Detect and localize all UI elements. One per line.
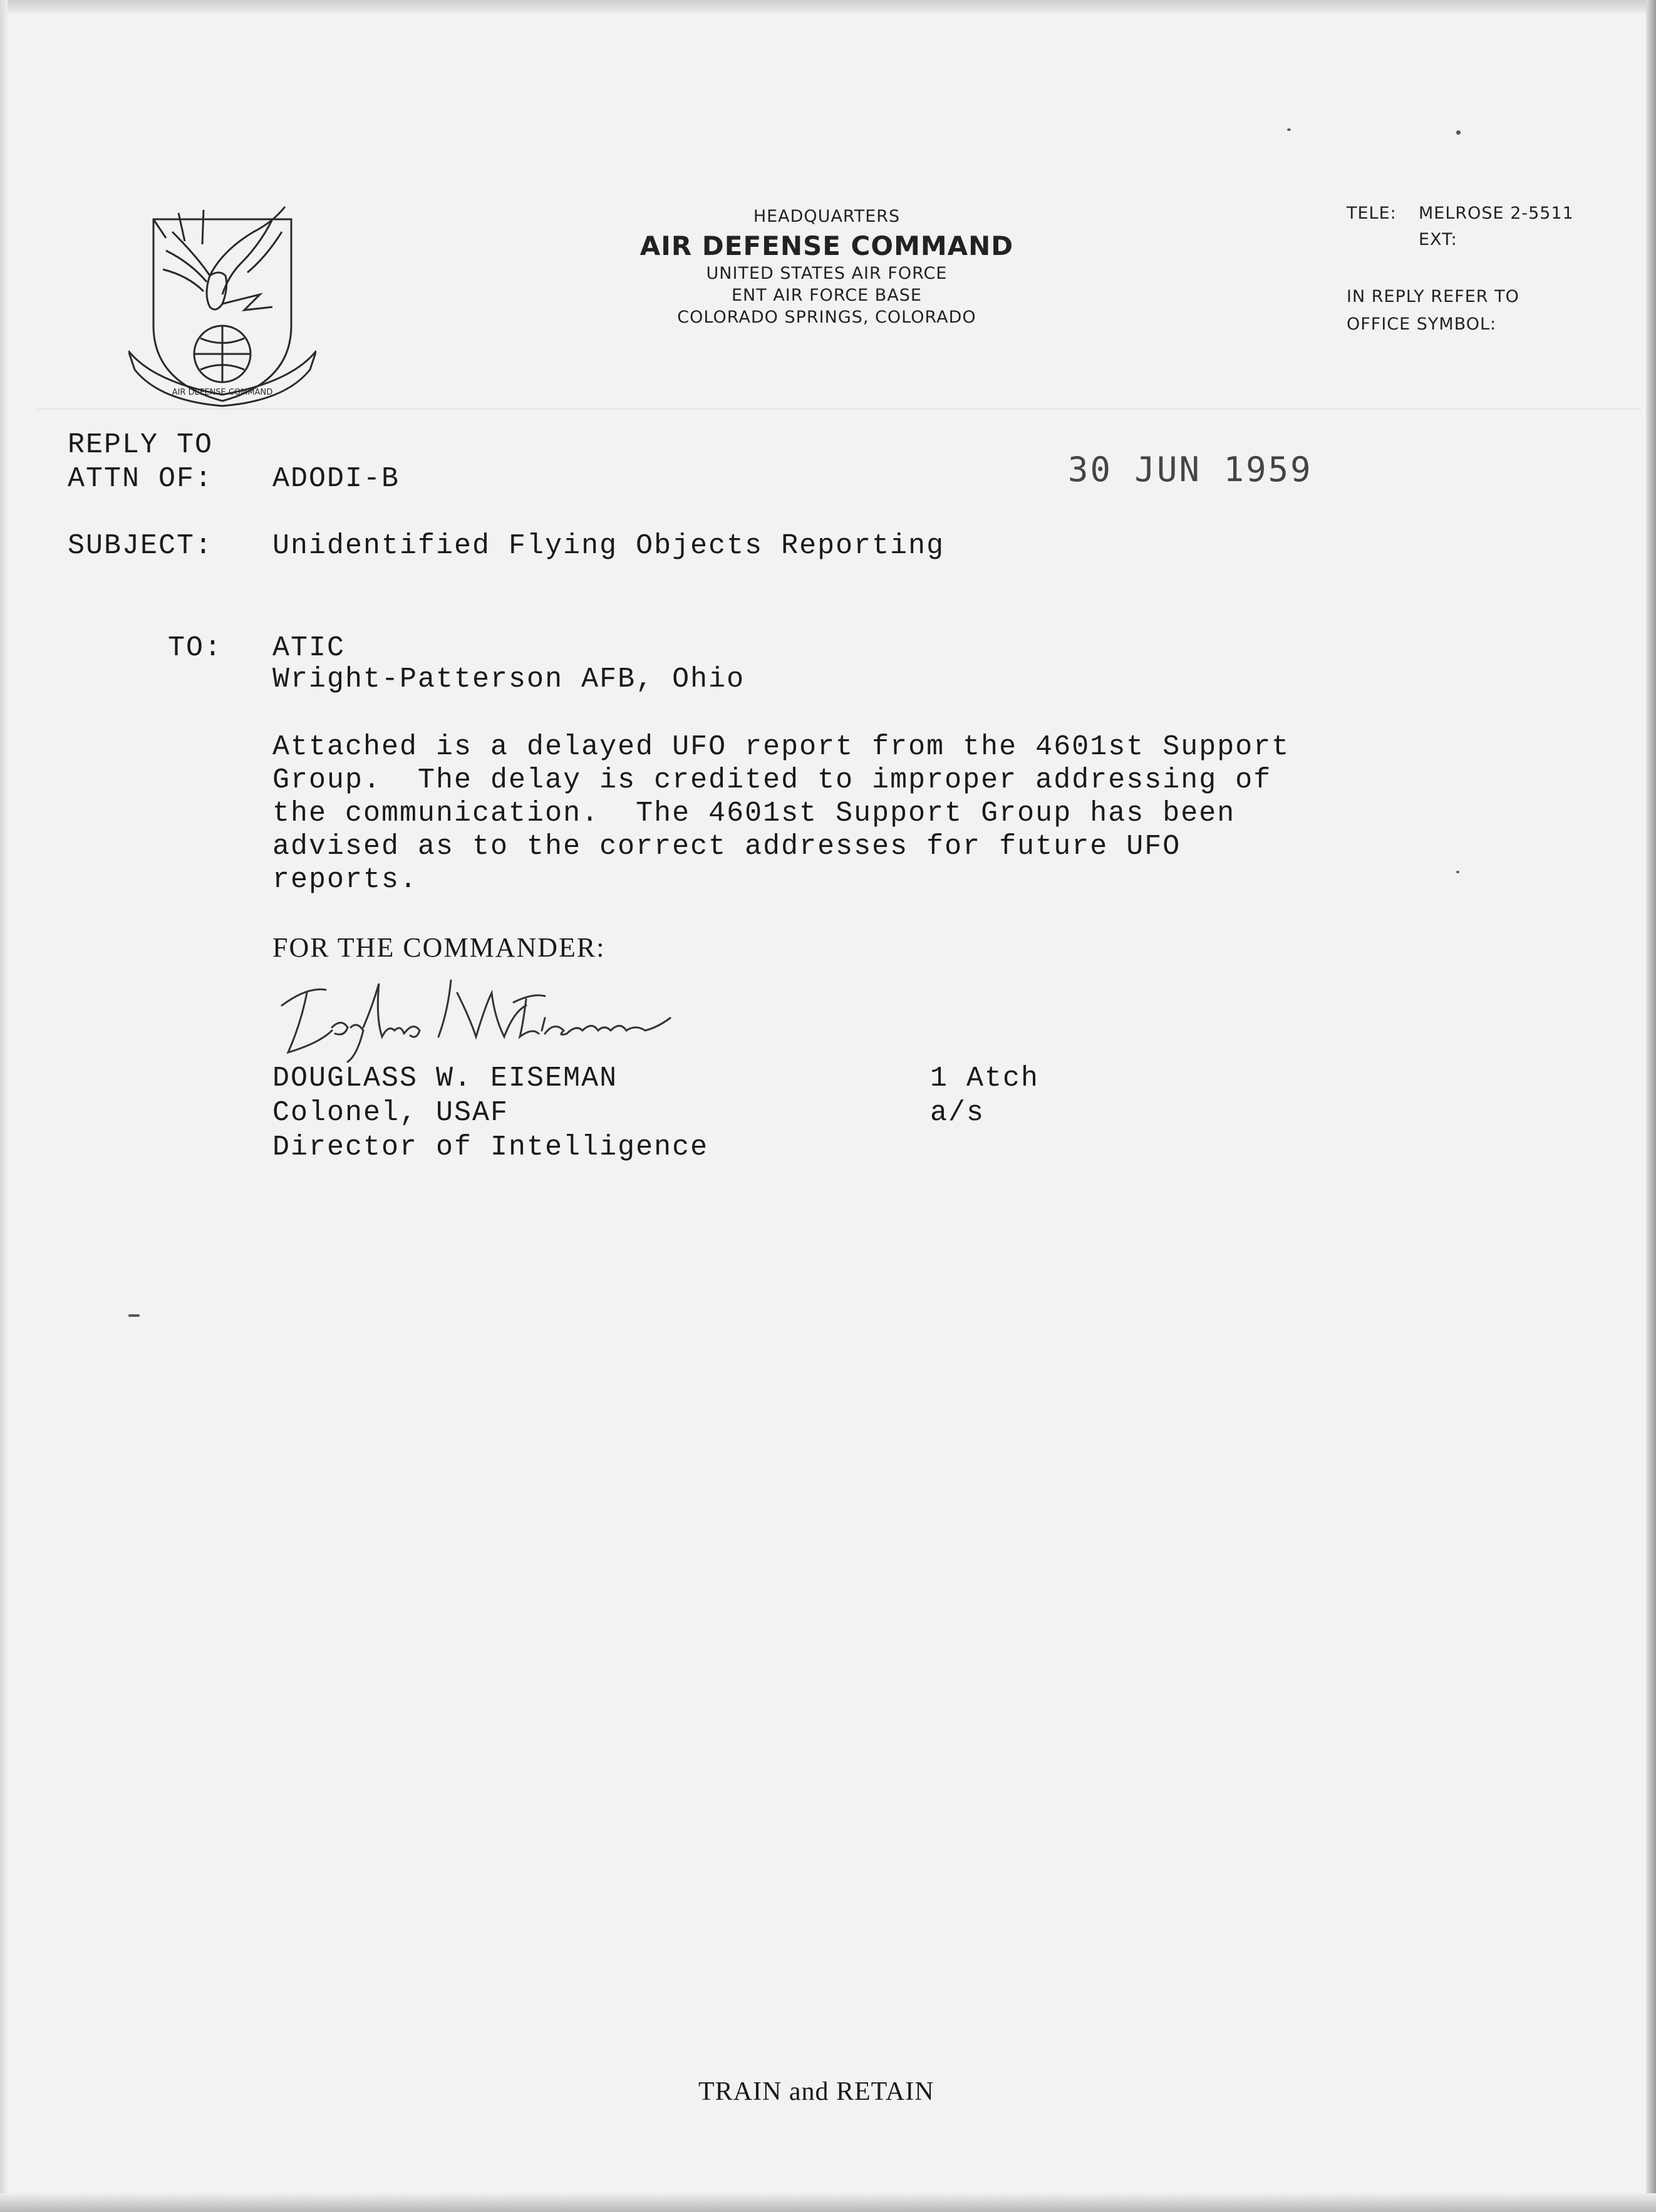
date-stamp: 30 JUN 1959 <box>1068 450 1313 489</box>
reply-refer-label: IN REPLY REFER TO <box>1347 287 1519 306</box>
eagle-emblem-icon <box>128 194 316 407</box>
letterhead-command-name: AIR DEFENSE COMMAND <box>639 231 1014 261</box>
letterhead-line-2: ENT AIR FORCE BASE <box>732 286 922 305</box>
signer-rank: Colonel, USAF <box>272 1097 509 1129</box>
attn-of-value: ADODI-B <box>272 463 400 495</box>
letterhead-line-3: COLORADO SPRINGS, COLORADO <box>677 308 976 327</box>
body-line-2: Group. The delay is credited to improper addressing of <box>272 764 1272 796</box>
signer-title: Director of Intelligence <box>272 1131 709 1163</box>
body-line-1: Attached is a delayed UFO report from the 4601st Support <box>272 731 1290 763</box>
letterhead <box>614 204 1040 328</box>
handwritten-signature <box>269 968 733 1068</box>
office-symbol-label: OFFICE SYMBOL: <box>1347 314 1497 334</box>
attachment-note: a/s <box>930 1097 985 1129</box>
footer-motto: TRAIN and RETAIN <box>698 2077 934 2106</box>
scan-speck <box>1456 130 1461 135</box>
header-rule <box>38 408 1641 410</box>
scan-speck <box>128 1314 140 1317</box>
ext-label: EXT: <box>1419 230 1457 249</box>
reply-to-label: REPLY TO <box>68 429 214 461</box>
to-line-2: Wright-Patterson AFB, Ohio <box>272 663 745 695</box>
body-line-3: the communication. The 4601st Support Group has been <box>272 797 1236 829</box>
scan-speck <box>1287 128 1291 131</box>
tele-value: MELROSE 2-5511 <box>1419 204 1574 223</box>
attachment-count: 1 Atch <box>930 1062 1040 1094</box>
attn-of-label: ATTN OF: <box>68 463 214 495</box>
scan-edge-left <box>0 0 8 2212</box>
to-label: TO: <box>168 632 223 664</box>
body-line-5: reports. <box>272 864 418 896</box>
letterhead-line-1: UNITED STATES AIR FORCE <box>706 264 948 283</box>
subject-value: Unidentified Flying Objects Reporting <box>272 530 945 562</box>
to-line-1: ATIC <box>272 632 346 664</box>
scan-edge-right <box>1646 0 1656 2212</box>
tele-label: TELE: <box>1347 204 1397 223</box>
letterhead-headquarters: HEADQUARTERS <box>753 207 901 226</box>
scan-speck <box>1456 871 1459 873</box>
body-line-4: advised as to the correct addresses for future UFO <box>272 831 1181 863</box>
scan-edge-top <box>0 0 1656 14</box>
signer-name: DOUGLASS W. EISEMAN <box>272 1062 618 1094</box>
scan-edge-bottom <box>0 2193 1656 2212</box>
for-the-commander: FOR THE COMMANDER: <box>272 932 606 963</box>
subject-label: SUBJECT: <box>68 530 214 562</box>
svg-text:AIR DEFENSE COMMAND: AIR DEFENSE COMMAND <box>172 388 273 397</box>
